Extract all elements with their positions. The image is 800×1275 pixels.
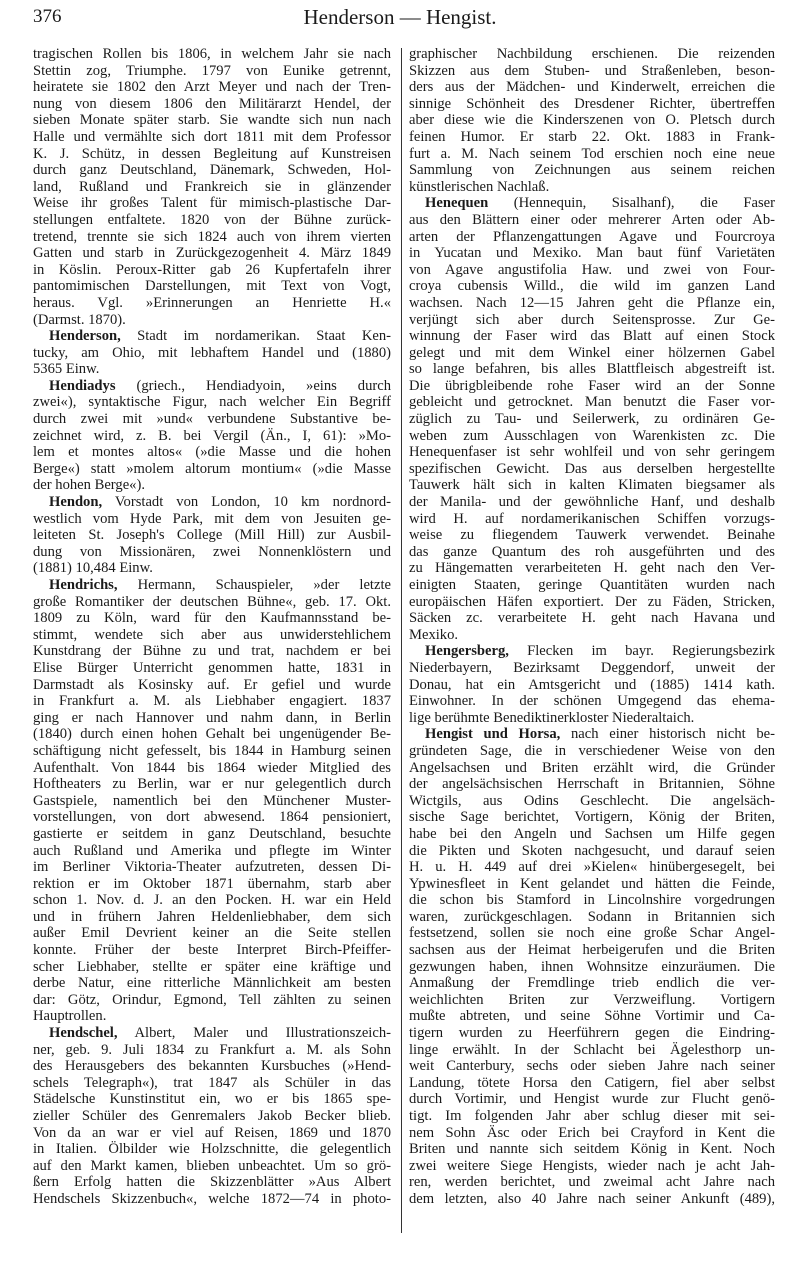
text-line [409, 1075, 775, 1092]
line-text: des Herausgebers des bekannten Kursbuches (»Hend- [33, 1058, 391, 1075]
text-line [33, 345, 391, 362]
text-line [33, 1091, 391, 1108]
line-text: gelegt und mit dem Winkel einer hölzernen Gabel [409, 344, 775, 361]
line-text: Halle und vermählte sich dort 1811 mit dem Professor [33, 128, 391, 145]
line-text: ßern Erfolg hatten die Skizzenblätter »Aus Albert [33, 1174, 391, 1191]
line-text: Weise ihr großes Talent für mimisch-plastische Dar- [33, 195, 391, 212]
text-line [33, 1174, 391, 1191]
text-line [409, 892, 775, 909]
text-line [33, 1108, 391, 1125]
line-text: Wictgils, aus Odins Geschlecht. Die angelsäch- [409, 792, 775, 809]
text-line [409, 245, 775, 262]
text-line [409, 560, 775, 577]
line-text: zwei«), syntaktische Figur, nach welcher Ein Begriff [33, 394, 391, 411]
entry-first-line [33, 494, 391, 511]
line-text: aus den Blättern einer oder mehrerer Arten oder Ab- [409, 211, 775, 228]
line-text: sische Sage berichtet, Vortigern, König der Briten, [409, 809, 775, 826]
entry-headword: Hendon, [49, 494, 103, 511]
text-line [409, 809, 775, 826]
line-text: das ganze Quantum des roh ausgeführten und des [409, 543, 775, 560]
text-line [409, 975, 775, 992]
text-line [33, 959, 391, 976]
line-text: züglich zu Tau- und Seilerwerk, zu ordinären Ge- [409, 411, 775, 428]
line-text: aber diese wie die Kinderszenen von O. Pletsch durch [409, 112, 775, 129]
text-line [33, 776, 391, 793]
text-line [33, 594, 391, 611]
text-line [33, 511, 391, 528]
text-line [33, 809, 391, 826]
text-line [33, 411, 391, 428]
text-line [409, 925, 775, 942]
line-text: Landung, tötete Horsa den Catigern, fiel aber selbst [409, 1074, 775, 1091]
entry-first-line [33, 328, 391, 345]
line-text: Hendschels Skizzenbuch«, welche 1872—74 in photo- [33, 1190, 391, 1207]
line-text: Stettin zog, Triumphe. 1797 von Eunike getrennt, [33, 62, 391, 79]
text-line [33, 278, 391, 295]
text-line [409, 826, 775, 843]
line-text: Mexiko. [409, 626, 459, 643]
line-text: Aufenthalt. Von 1844 bis 1864 wieder Mitglied des [33, 759, 391, 776]
text-line [409, 179, 775, 196]
line-text: waren, zurückgeschlagen. Sodann in Britannien sich [409, 908, 775, 925]
text-line [33, 693, 391, 710]
line-text: wachsen. Nach 12—15 Jahren geht die Pflanze ein, [409, 294, 775, 311]
text-line [33, 245, 391, 262]
line-text: Die übrigbleibende rohe Faser wird an der Sonne [409, 377, 775, 394]
text-line [33, 477, 391, 494]
text-line [409, 627, 775, 644]
line-text: rektion er im Oktober 1871 übernahm, starb aber [33, 875, 391, 892]
text-line [33, 312, 391, 329]
line-text: weise zu fliegendem Tauwerk verwendet. Beinahe [409, 527, 775, 544]
line-text: Henequenfaser ist sehr wohlfeil und von sehr geringem [409, 444, 775, 461]
line-text: furt a. M. Nach seinem Tod erschien noch eine neue [409, 145, 775, 162]
line-text: schels Telegraph«), trat 1847 als Schüler in das [33, 1074, 391, 1091]
line-text: stimmt, wendete sich aber aus unwiderstehlichem [33, 626, 391, 643]
line-text: Kunstdrang der Bühne zu und trat, nachdem er bei [33, 643, 391, 660]
line-text: und in frühern Jahren Heldenliebhaber, dem sich [33, 908, 391, 925]
line-text: (griech., Hendiadyoin, »eins durch [115, 377, 391, 394]
text-line [409, 677, 775, 694]
line-text: zu Hängematten verarbeiteten H. geht nach den Ver- [409, 560, 775, 577]
line-text: K. J. Schütz, in dessen Begleitung auf Kunstreisen [33, 145, 391, 162]
text-line [409, 693, 775, 710]
line-text: der hohen Berge«). [33, 477, 145, 494]
line-text: so lange befahren, bis alles Blattfleisch abgestreift ist. [409, 361, 775, 378]
text-line [33, 876, 391, 893]
line-text: heraus. Vgl. »Erinnerungen an Henriette H.« [33, 294, 391, 311]
line-text: verjüngt sich aber durch Seitensprosse. Zur Ge- [409, 311, 775, 328]
line-text: winnung der Faser wird das Blatt auf einen Stock [409, 328, 775, 345]
line-text: weit Canterbury, sechs oder sieben Jahre nach seiner [409, 1058, 775, 1075]
line-text: Briten und nannte sich seitdem König in Kent. Noch [409, 1141, 775, 1158]
line-text: Angelsachsen und Briten erzählt wird, die Gründer [409, 759, 775, 776]
text-line [409, 112, 775, 129]
line-text: ren, werden berichtet, und zweimal acht Jahre nach [409, 1174, 775, 1191]
line-text: durch Vortimir, und Hengist wurde zur Flucht genö- [409, 1091, 775, 1108]
line-text: Albert, Maler und Illustrationszeich- [117, 1025, 391, 1042]
text-line [33, 743, 391, 760]
entry-headword: Henderson, [49, 328, 121, 345]
line-text: wird H. auf nordamerikanischen Schiffen vorzugs- [409, 510, 775, 527]
text-line [409, 1025, 775, 1042]
text-line [409, 511, 775, 528]
text-line [409, 843, 775, 860]
text-line [409, 129, 775, 146]
line-text: die schon bis Stamford in Lincolnshire vorgedrungen [409, 892, 775, 909]
text-line [409, 212, 775, 229]
line-text: derbe Natur, eine ritterliche Männlichkeit am besten [33, 975, 391, 992]
text-line [409, 660, 775, 677]
line-text: nach einer historisch nicht be- [560, 726, 776, 743]
text-line [33, 843, 391, 860]
line-text: Städelsche Kunstinstitut ein, wo er bis 1865 spe- [33, 1091, 391, 1108]
text-line [33, 461, 391, 478]
line-text: Hermann, Schauspieler, »der letzte [117, 577, 391, 593]
line-text: Anmaßung der Fremdlinge trieb endlich die ver- [409, 975, 775, 992]
line-text: linge erwählt. In der Schlacht bei Ägelesthorp un- [409, 1041, 775, 1058]
line-text: tretend, trennte sie sich 1824 auch von ihrem vierten [33, 228, 391, 245]
line-text: feinen Humor. Er starb 22. Okt. 1883 in Frank- [409, 128, 775, 145]
line-text: 1809 zu Köln, ward für den Kaufmannsstand be- [33, 610, 391, 627]
line-text: Einwohner. In der schönen Umgegend das ehema- [409, 693, 775, 710]
entry-first-line [409, 643, 775, 660]
line-text: zwei weitere Siege Hengists, wieder nach je acht Jah- [409, 1157, 775, 1174]
left-column [33, 46, 391, 1208]
entry-headword: Hendiadys [49, 377, 116, 394]
text-line [409, 1125, 775, 1142]
line-text: spezifischen Gewicht. Das aus derselben hergestellte [409, 460, 775, 477]
text-line [409, 229, 775, 246]
line-text: schon 1. Nov. d. J. an den Pocken. H. war ein Held [33, 892, 391, 909]
text-line [33, 760, 391, 777]
text-line [33, 195, 391, 212]
line-text: in Frankfurt a. M. als Liebhaber engagiert. 1837 [33, 693, 391, 710]
line-text: nem Sohn Äsc oder Erich bei Crayford in Kent die [409, 1124, 775, 1141]
text-line [409, 527, 775, 544]
text-line [409, 96, 775, 113]
entry-headword: Hendrichs, [49, 577, 118, 593]
right-column [409, 46, 775, 1208]
text-line [409, 992, 775, 1009]
line-text: sachsen aus der Heimat herbeigerufen und die Briten [409, 942, 775, 959]
line-text: Ypwinesfleet in Kent gelandet und hätten die Feinde, [409, 875, 775, 892]
line-text: weben zum Ausschlagen von Warenkisten zc. Die [409, 427, 775, 444]
line-text: europäischen Häfen exportiert. Der zu Fäden, Stricken, [409, 593, 775, 610]
text-line [33, 610, 391, 627]
text-line [409, 1058, 775, 1075]
text-line [33, 925, 391, 942]
text-line [33, 1008, 391, 1025]
text-line [409, 859, 775, 876]
line-text: zieller Schüler des Genremalers Jakob Becker blieb. [33, 1108, 391, 1124]
line-text: Tauwerk hält sich in kalten Klimaten biegsamer als [409, 477, 775, 494]
text-line [33, 1141, 391, 1158]
text-line [33, 79, 391, 96]
line-text: tragischen Rollen bis 1806, in welchem Jahr sie nach [33, 46, 391, 62]
text-line [33, 1058, 391, 1075]
text-line [33, 643, 391, 660]
text-line [409, 942, 775, 959]
line-text: tucky, am Ohio, mit lebhaftem Handel und (1880) [33, 344, 391, 361]
line-text: die Pikten und Skoten nachgesucht, und darauf seien [409, 842, 775, 859]
text-line [33, 1042, 391, 1059]
line-text: ging er nach Hannover und nahm dann, in Berlin [33, 709, 391, 726]
text-line [33, 179, 391, 196]
text-line [33, 942, 391, 959]
text-line [33, 112, 391, 129]
text-line [409, 1191, 775, 1208]
entry-first-line [33, 378, 391, 395]
line-text: Gastspiele, namentlich bei den Münchener Muster- [33, 792, 391, 809]
text-line [33, 1125, 391, 1142]
page-number: 376 [33, 6, 62, 27]
text-line [409, 394, 775, 411]
text-line [33, 129, 391, 146]
line-text: durch ganz Deutschland, Dänemark, Schweden, Hol- [33, 162, 391, 179]
text-line [33, 1191, 391, 1208]
line-text: mußte abtreten, und seine Söhne Vortimir und Ca- [409, 1008, 775, 1025]
entry-first-line [33, 1025, 391, 1042]
text-line [409, 312, 775, 329]
text-line [33, 975, 391, 992]
line-text: im Berliner Viktoria-Theater aufzutreten, dessen Di- [33, 859, 391, 876]
line-text: Stadt im nordamerikan. Staat Ken- [120, 328, 391, 345]
text-line [409, 411, 775, 428]
line-text: sieben Monate später starb. Sie wandte sich nun nach [33, 112, 391, 129]
line-text: scher Liebhaber, stellte er später eine kräftige und [33, 958, 391, 975]
text-line [409, 610, 775, 627]
text-line [33, 146, 391, 163]
text-line [409, 743, 775, 760]
line-text: stellungen entfaltete. 1820 von der Bühne zurück- [33, 211, 391, 228]
text-line [33, 627, 391, 644]
line-text: habe bei den Angeln und Sachsen um Hilfe gegen [409, 825, 775, 842]
text-line [33, 710, 391, 727]
line-text: Säcken zc. verarbeitete H. geht nach Havana und [409, 610, 775, 627]
line-text: arten der Pflanzengattungen Agave und Fourcroya [409, 228, 775, 245]
text-line [409, 760, 775, 777]
text-line [409, 461, 775, 478]
text-line [409, 428, 775, 445]
line-text: graphischer Nachbildung erschienen. Die reizenden [409, 46, 775, 62]
line-text: (1881) 10,484 Einw. [33, 560, 153, 577]
line-text: heiratete sie 1802 den Arzt Meyer und nach der Tren- [33, 79, 391, 96]
text-line [33, 527, 391, 544]
text-line [409, 295, 775, 312]
text-line [409, 146, 775, 163]
line-text: Von da an war er viel auf Reisen, 1869 und 1870 [33, 1124, 391, 1141]
text-line [33, 394, 391, 411]
line-text: nung von diesem 1806 den Militärarzt Hendel, der [33, 95, 391, 112]
line-text: festsetzend, sollen sie noch eine große Schar Angel- [409, 925, 775, 942]
text-line [33, 660, 391, 677]
line-text: auf den Markt kamen, blieben unbeachtet. Um so grö- [33, 1157, 391, 1174]
text-line [409, 594, 775, 611]
line-text: in Köslin. Peroux-Ritter gab 26 Kupfertafeln ihrer [33, 261, 391, 278]
text-line [33, 1075, 391, 1092]
line-text: lige berühmte Benediktinerkloster Niederaltaich. [409, 709, 695, 726]
line-text: ders aus der Mädchen- und Kinderwelt, erreichen die [409, 79, 775, 96]
text-line [33, 560, 391, 577]
line-text: künstlerischen Nachlaß. [409, 178, 550, 195]
text-line [33, 428, 391, 445]
entry-headword: Hengersberg, [425, 643, 509, 660]
text-line [33, 677, 391, 694]
text-line [33, 229, 391, 246]
line-text: der angelsächsischen Herrschaft in Britannien, Söhne [409, 776, 775, 793]
line-text: schäftigung nicht gefesselt, bis 1844 in Hamburg seinen [33, 742, 391, 759]
text-line [409, 345, 775, 362]
text-line [409, 1108, 775, 1125]
text-line [33, 46, 391, 63]
text-line [33, 63, 391, 80]
text-line [409, 63, 775, 80]
text-line [409, 1008, 775, 1025]
text-line [33, 162, 391, 179]
line-text: Niederbayern, Bezirksamt Deggendorf, unweit der [409, 659, 775, 676]
line-text: Berge«) statt »molem altorum montium« (»die Masse [33, 460, 391, 477]
text-line [33, 212, 391, 229]
text-line [33, 726, 391, 743]
line-text: gezwungen haben, ihnen Wohnsitze einzuräumen. Die [409, 958, 775, 975]
text-line [409, 793, 775, 810]
entry-first-line [409, 195, 775, 212]
line-text: von Agave angustifolia Haw. und zwei von Four- [409, 261, 775, 278]
line-text: vorstellungen, von dort abwesend. 1864 pensioniert, [33, 809, 391, 826]
line-text: Hoftheaters zu Berlin, war er nur gelegentlich durch [33, 776, 391, 793]
line-text: weichlichten Briten zur Verzweiflung. Vortigern [409, 991, 775, 1008]
text-line [409, 710, 775, 727]
line-text: Gatten und starb in Zurückgezogenheit 4. März 1849 [33, 245, 391, 262]
line-text: leiteten St. Joseph's College (Mill Hill) zur Ausbil- [33, 527, 391, 544]
text-line [409, 776, 775, 793]
line-text: zeichnet wird, z. B. bei Vergil (Än., I, 61): »Mo- [33, 427, 391, 444]
line-text: Vorstadt von London, 10 km nordnord- [102, 494, 391, 511]
text-line [33, 361, 391, 378]
text-line [33, 826, 391, 843]
text-line [409, 46, 775, 63]
entry-headword: Hengist und Horsa, [425, 726, 561, 743]
line-text: pantomimischen Darstellungen, mit Text von Vogt, [33, 278, 391, 295]
text-line [409, 1091, 775, 1108]
text-line [409, 328, 775, 345]
line-text: dung von Missionären, zwei Nonnenklöstern und [33, 543, 391, 560]
entry-headword: Henequen [425, 195, 489, 212]
line-text: H. u. H. 449 auf drei »Kielen« hinübergesegelt, bei [409, 859, 775, 876]
line-text: Flecken im bayr. Regierungsbezirk [508, 643, 775, 660]
line-text: Skizzen aus dem Stuben- und Straßenleben, beson- [409, 62, 775, 79]
text-line [409, 1174, 775, 1191]
text-line [33, 1158, 391, 1175]
line-text: croya cubensis Willd., die wild im ganzen Land [409, 278, 775, 295]
text-line [409, 278, 775, 295]
line-text: durch zwei mit »und« verbundene Substantive be- [33, 411, 391, 428]
line-text: in Italien. Ölbilder wie Holzschnitte, die gelegentlich [33, 1141, 391, 1158]
text-line [409, 1141, 775, 1158]
line-text: konnte. Früher der beste Interpret Birch-Pfeiffer- [33, 942, 391, 959]
line-text: Hauptrollen. [33, 1008, 107, 1025]
text-line [409, 262, 775, 279]
entry-first-line [33, 577, 391, 594]
line-text: tigt. Im folgenden Jahr aber schlug dieser mit sei- [409, 1108, 775, 1124]
text-line [33, 96, 391, 113]
text-line [33, 262, 391, 279]
line-text: sinnige Schönheit des Dresdener Richter, übertreffen [409, 95, 775, 112]
text-line [409, 876, 775, 893]
text-line [33, 892, 391, 909]
line-text: gastierte er seitdem in ganz Deutschland, besuchte [33, 825, 391, 842]
text-line [409, 1158, 775, 1175]
line-text: 5365 Einw. [33, 361, 100, 378]
page-header [0, 0, 800, 40]
text-line [409, 162, 775, 179]
text-line [33, 859, 391, 876]
line-text: Donau, hat ein Amtsgericht und (1885) 1414 kath. [409, 676, 775, 693]
text-line [409, 79, 775, 96]
line-text: der Manila- und der gewöhnliche Hanf, und deshalb [409, 494, 775, 511]
text-line [409, 477, 775, 494]
text-line [409, 544, 775, 561]
line-text: außer Emil Devrient keiner an die Seite stellen [33, 925, 391, 942]
line-text: Darmstadt als Kosinsky auf. Er gefiel und wurde [33, 676, 391, 693]
line-text: (Hennequin, Sisalhanf), die Faser [488, 195, 775, 212]
line-text: gebleicht und getrocknet. Man benutzt die Faser vor- [409, 394, 775, 411]
text-line [409, 577, 775, 594]
text-line [409, 959, 775, 976]
line-text: einigten Staaten, geringe Quantitäten wurden nach [409, 577, 775, 593]
text-line [33, 544, 391, 561]
text-line [409, 909, 775, 926]
line-text: (Darmst. 1870). [33, 311, 126, 328]
text-line [33, 793, 391, 810]
line-text: lem et montes altos« (»die Masse und die hohen [33, 444, 391, 461]
line-text: gründeten Sage, die in verschiedener Weise von den [409, 742, 775, 759]
text-line [33, 295, 391, 312]
line-text: (1840) durch einen hohen Gehalt bei ungenügender Be- [33, 726, 391, 743]
line-text: Elise Bürger Unterricht genommen hatte, 1831 in [33, 659, 391, 676]
text-line [409, 361, 775, 378]
text-line [409, 378, 775, 395]
entry-first-line [409, 726, 775, 743]
entry-headword: Hendschel, [49, 1025, 118, 1042]
line-text: dar: Götz, Orindur, Egmond, Tell zählten zu seinen [33, 991, 391, 1008]
text-line [33, 992, 391, 1009]
line-text: tigern wurden zu Heerführern gegen die Eindring- [409, 1025, 775, 1042]
line-text: ner, geb. 9. Juli 1834 zu Frankfurt a. M. als Sohn [33, 1041, 391, 1058]
text-line [409, 1042, 775, 1059]
text-line [409, 494, 775, 511]
line-text: große Romantiker der deutschen Bühne«, geb. 17. Okt. [33, 593, 391, 610]
column-divider [401, 48, 402, 1233]
line-text: auch Rußland und Amerika und pflegte im Winter [33, 842, 391, 859]
line-text: dem letzten, also 40 Jahre nach seiner Ankunft (489), [409, 1190, 775, 1207]
text-line [409, 444, 775, 461]
line-text: Sammlung von Zeichnungen aus seinem reichen [409, 162, 775, 179]
text-line [33, 909, 391, 926]
text-line [33, 444, 391, 461]
line-text: westlich vom Hyde Park, mit dem von Jesuiten ge- [33, 510, 391, 527]
line-text: land, Rußland und Frankreich sie in glänzender [33, 178, 391, 195]
running-head: Henderson — Hengist. [303, 5, 497, 29]
line-text: in Yucatan und Mexiko. Man baut fünf Varietäten [409, 245, 775, 262]
